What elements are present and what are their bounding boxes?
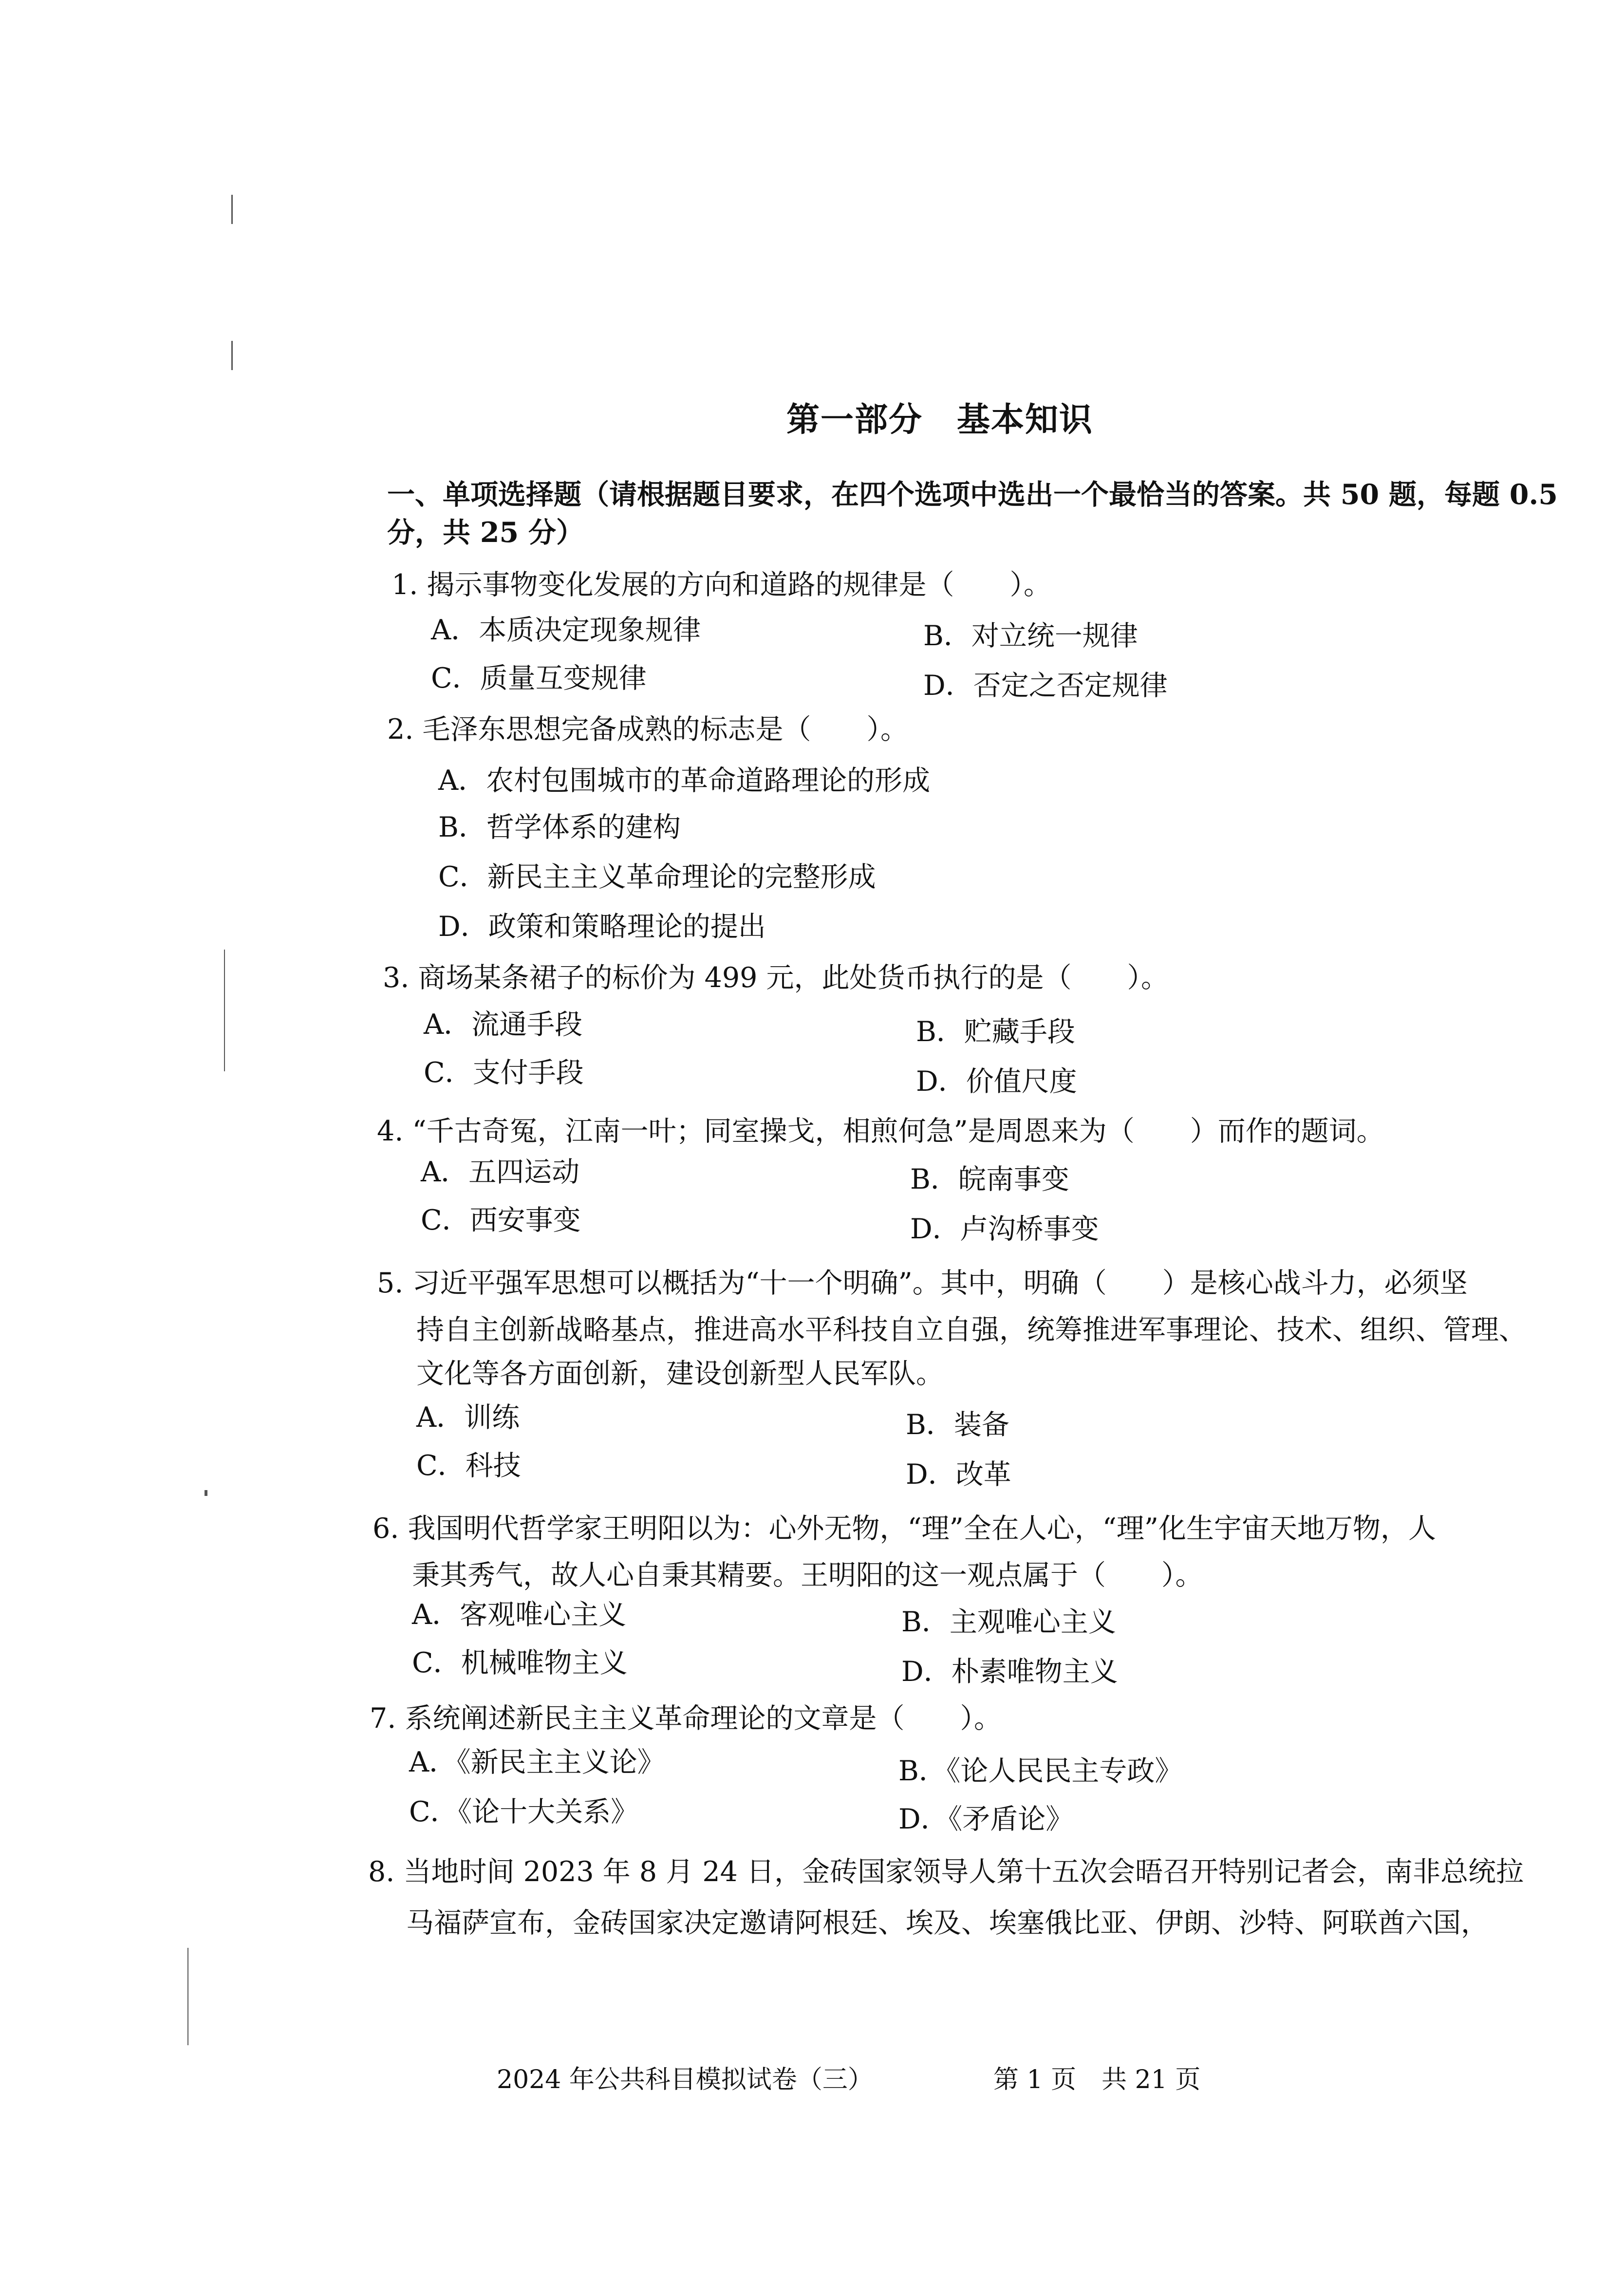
option-d: D．卢沟桥事变: [910, 1213, 1099, 1245]
option-b: B．主观唯心主义: [901, 1606, 1116, 1638]
option-a: A．训练: [416, 1401, 520, 1434]
option-a: A．本质决定现象规律: [431, 614, 701, 646]
option-c: C．机械唯物主义: [412, 1647, 628, 1679]
option-a: A．五四运动: [421, 1156, 580, 1188]
scan-mark: [231, 341, 233, 370]
instructions-line-1: 一、单项选择题（请根据题目要求，在四个选项中选出一个最恰当的答案。共 50 题，每题 0.5: [387, 478, 1558, 511]
section-title: 第一部分 基本知识: [786, 400, 1094, 439]
option-a: A．《新民主主义论》: [409, 1746, 665, 1778]
option-b: B．装备: [906, 1409, 1009, 1441]
question-stem: 3. 商场某条裙子的标价为 499 元，此处货币执行的是（ ）。: [383, 962, 1169, 994]
option-b: B．皖南事变: [910, 1163, 1069, 1195]
question-stem-cont: 文化等各方面创新，建设创新型人民军队。: [416, 1358, 944, 1390]
option-a: A．客观唯心主义: [412, 1599, 627, 1631]
scan-mark: [187, 1948, 188, 2045]
option-c: C．支付手段: [424, 1057, 584, 1089]
question-stem: 2. 毛泽东思想完备成熟的标志是（ ）。: [387, 713, 909, 746]
footer-page-info: 第 1 页 共 21 页: [993, 2065, 1201, 2094]
question-stem: 1. 揭示事物变化发展的方向和道路的规律是（ ）。: [392, 569, 1052, 601]
option-b: B．《论人民民主专政》: [898, 1755, 1183, 1787]
option-d: D．《矛盾论》: [898, 1803, 1074, 1835]
question-stem-cont: 马福萨宣布，金砖国家决定邀请阿根廷、埃及、埃塞俄比亚、伊朗、沙特、阿联酋六国，: [406, 1907, 1489, 1939]
scan-mark: [224, 950, 225, 1071]
option-c: C．科技: [416, 1450, 521, 1482]
scan-mark: [205, 1490, 207, 1496]
option-b: B．哲学体系的建构: [438, 811, 681, 843]
option-c: C．新民主主义革命理论的完整形成: [438, 861, 876, 893]
option-c: C．西安事变: [421, 1204, 581, 1236]
option-d: D．价值尺度: [916, 1065, 1077, 1098]
option-d: D．改革: [906, 1458, 1011, 1491]
question-stem: 5. 习近平强军思想可以概括为“十一个明确”。其中，明确（ ）是核心战斗力，必须坚: [377, 1267, 1468, 1299]
option-c: C．质量互变规律: [431, 662, 647, 694]
option-d: D．政策和策略理论的提出: [438, 911, 766, 943]
option-a: A．流通手段: [424, 1008, 583, 1041]
option-b: B．对立统一规律: [923, 620, 1138, 652]
option-b: B．贮藏手段: [916, 1016, 1075, 1048]
instructions-line-2: 分，共 25 分）: [387, 516, 584, 549]
scan-mark: [231, 195, 233, 224]
option-c: C．《论十大关系》: [409, 1796, 639, 1828]
option-a: A．农村包围城市的革命道路理论的形成: [438, 765, 931, 797]
question-stem: 4. “千古奇冤，江南一叶；同室操戈，相煎何急”是周恩来为（ ）而作的题词。: [377, 1115, 1384, 1147]
question-stem-cont: 秉其秀气，故人心自秉其精要。王明阳的这一观点属于（ ）。: [412, 1559, 1203, 1591]
option-d: D．否定之否定规律: [923, 670, 1168, 702]
question-stem: 7. 系统阐述新民主主义革命理论的文章是（ ）。: [370, 1702, 1002, 1735]
option-d: D．朴素唯物主义: [901, 1656, 1118, 1688]
question-stem: 8. 当地时间 2023 年 8 月 24 日，金砖国家领导人第十五次会晤召开特别记者会，南非总统拉: [368, 1856, 1524, 1888]
footer-exam-name: 2024 年公共科目模拟试卷（三）: [497, 2065, 873, 2094]
question-stem: 6. 我国明代哲学家王明阳以为：心外无物，“理”全在人心，“理”化生宇宙天地万物，人: [373, 1512, 1436, 1545]
question-stem-cont: 持自主创新战略基点，推进高水平科技自立自强，统筹推进军事理论、技术、组织、管理、: [416, 1314, 1527, 1346]
